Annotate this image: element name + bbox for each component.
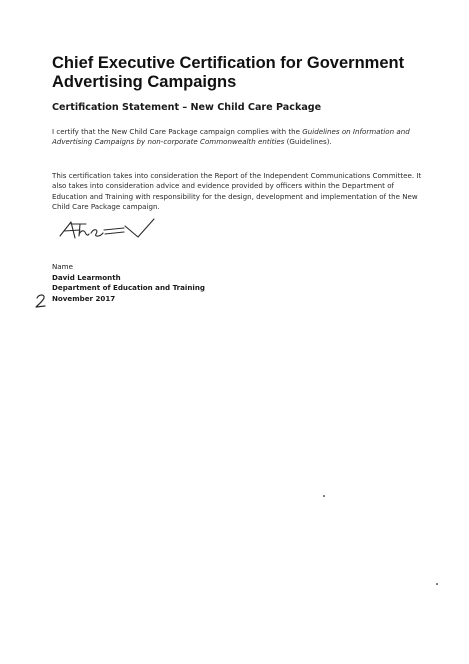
scan-speck <box>436 583 438 585</box>
signatory-department: Department of Education and Training <box>52 283 205 293</box>
signature-block <box>52 262 352 304</box>
paragraph-intro: I certify that the New Child Care Package campaign complies with the <box>52 127 303 136</box>
consideration-paragraph: This certification takes into consideration the Report of the Independent Communications Committee. It also takes into consideration advice and evidence provided by officers within the Department of Education and Training with responsibility for the design, development and implementation of the New Child Care Package campaign. <box>52 171 422 212</box>
handwritten-day <box>34 293 48 309</box>
section-heading: Certification Statement – New Child Care Package <box>52 102 322 113</box>
certification-paragraph <box>52 127 424 148</box>
scan-speck <box>323 495 325 497</box>
signature-date-text: November 2017 <box>52 293 116 303</box>
guidelines-title: Guidelines on Information and Advertising Campaigns by non-corporate Commonwealth entities <box>52 127 410 147</box>
name-label: Name <box>52 262 73 271</box>
paragraph-outro: (Guidelines). <box>284 137 332 147</box>
handwritten-signature <box>58 216 158 242</box>
signatory-name: David Learmonth <box>52 272 121 282</box>
signature-date <box>52 294 352 305</box>
document-title: Chief Executive Certification for Government Advertising Campaigns <box>52 54 405 91</box>
